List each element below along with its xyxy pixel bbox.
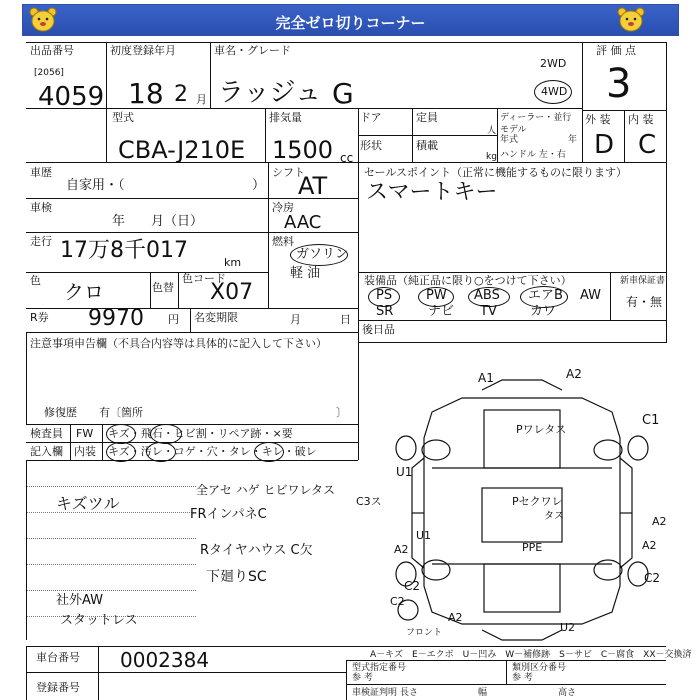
lot-no-label: 出品番号 <box>30 44 74 57</box>
car-grade-label: 車名・グレード <box>214 44 291 57</box>
lot-no-value: 4059 <box>38 82 105 112</box>
history-value: 自家用・（ <box>66 178 125 193</box>
fuel-diesel: 軽 油 <box>290 266 321 281</box>
color-code-label: 色コード <box>182 272 226 285</box>
equip-aw: AW <box>580 288 602 303</box>
note-left-1: キズツル <box>56 494 120 513</box>
bear-mascot-left-icon <box>28 6 58 34</box>
rating-value: 3 <box>606 61 632 107</box>
rating-label: 評 価 点 <box>596 44 636 57</box>
fuel-value: ガソリン <box>296 247 349 262</box>
day-unit: 日 <box>340 313 351 326</box>
equip-kawa: カワ <box>530 304 557 319</box>
history-label: 車歴 <box>30 166 52 179</box>
model-code-no: [2056] <box>34 68 64 78</box>
load-label: 積載 <box>416 139 438 152</box>
int-tare-circle <box>254 442 284 462</box>
note-left-2: 社外AW <box>56 593 104 608</box>
notes-label: 注意事項申告欄（不具合内容等は具体的に記入して下さい） <box>30 337 327 350</box>
interior-row-label: 内装 <box>74 445 96 458</box>
displacement-label: 排気量 <box>269 111 302 124</box>
shape-label: 形状 <box>360 139 382 152</box>
km-unit: km <box>224 256 242 269</box>
color-label: 色 <box>30 274 41 287</box>
history-close: ） <box>252 178 266 193</box>
shift-value: AT <box>298 172 328 200</box>
class-cert-label: 類別区分番号 <box>512 663 567 673</box>
diag-mark-3: C1 <box>642 413 660 428</box>
diag-mark-14: U1 <box>416 529 432 542</box>
recycle-label: R券 <box>30 311 49 324</box>
diag-mark-16: C2 <box>390 595 405 608</box>
first-reg-year: 18 <box>128 77 164 110</box>
width-label: 幅 <box>478 688 488 698</box>
paint-label: 色替 <box>152 281 174 294</box>
cc-unit: cc <box>340 151 354 165</box>
equip-ps: PS <box>376 288 393 303</box>
handle-label: ハンドル 左・右 <box>500 150 566 160</box>
ref-label-1: 参 考 <box>352 673 373 683</box>
note-mid-2: FRインパネC <box>190 507 267 522</box>
dealer-label: ディーラー・並行 <box>500 113 572 123</box>
diag-mark-2: A2 <box>566 367 582 381</box>
load-unit: kg <box>486 152 497 162</box>
fw-tobiishi-circle <box>150 424 182 444</box>
fw-kizu-circle <box>106 424 136 444</box>
warranty-label: 新車保証書 <box>620 276 666 286</box>
car-name-value: ラッジュ <box>218 78 321 108</box>
shift-label: シフト <box>272 166 305 179</box>
reg-no-label: 登録番号 <box>36 681 80 694</box>
chassis-no-value: 0002384 <box>120 648 210 672</box>
equip-sr: SR <box>376 304 394 319</box>
repair-label: 修復歴 有〔箇所 <box>44 406 143 419</box>
equip-abs: ABS <box>474 288 500 303</box>
inspector-label: 検査員 <box>30 427 63 440</box>
diag-mark-11: C2 <box>644 571 661 585</box>
drive-4wd-label: 4WD <box>541 85 568 98</box>
diag-mark-7: PPE <box>522 541 543 554</box>
diag-mark-4: U1 <box>396 465 413 479</box>
mileage-value: 17万8千017 <box>60 238 188 263</box>
diag-mark-15: A2 <box>394 543 409 556</box>
capacity-unit: 人 <box>487 126 497 136</box>
int-kizu-circle <box>106 442 136 462</box>
diag-mark-9: A2 <box>642 539 657 552</box>
type-code-value: CBA-J210E <box>118 136 246 164</box>
diag-mark-8: A2 <box>652 515 667 528</box>
int-grade-value: C <box>638 130 657 160</box>
diag-mark-12: U2 <box>560 621 576 634</box>
equip-ps-circle <box>368 287 400 307</box>
sales-point-value: スマートキー <box>366 180 498 205</box>
note-mid-1: 全アセ ハゲ ヒビワレタス <box>196 483 336 497</box>
first-reg-month-unit: 月 <box>196 93 207 106</box>
grade-value: G <box>332 77 354 110</box>
diag-mark-13: A2 <box>448 611 463 624</box>
aircon-value: AAC <box>284 212 322 233</box>
equip-pw-circle <box>418 287 454 307</box>
equip-tv: TV <box>480 304 497 319</box>
first-reg-month: 2 <box>174 82 188 107</box>
diag-mark-6b: タス <box>544 511 564 522</box>
equipment-label: 装備品（純正品に限り○をつけて下さい） <box>364 274 572 287</box>
diag-mark-5: Pワレタス <box>516 423 567 436</box>
exterior-label: 外 装 <box>585 113 611 126</box>
height-label: 高さ <box>558 688 577 698</box>
diag-mark-10: C2 <box>404 579 421 593</box>
bear-mascot-right-icon <box>616 6 646 34</box>
entry-label: 記入欄 <box>30 445 63 458</box>
mileage-label: 走行 <box>30 235 52 248</box>
reg-cert-label: 車検証判明 <box>352 688 398 698</box>
equip-abs-circle <box>468 287 510 307</box>
header-bar <box>22 4 679 36</box>
model-year-label-2: 年式 <box>500 135 519 145</box>
fuel-label: 燃料 <box>272 235 294 248</box>
inspection-value: 年 月（日） <box>112 214 204 229</box>
aircon-label: 冷房 <box>272 201 294 214</box>
note-left-3: スタットレス <box>60 613 138 628</box>
interior-items: キズ・汚レ・コゲ・穴・タレ・キレ・破レ <box>108 445 317 458</box>
equip-airbag-circle <box>520 286 568 308</box>
sales-points-label: セールスポイント（正常に機能するものに限ります） <box>364 166 628 179</box>
ref-label-2: 参 考 <box>512 673 533 683</box>
install-label: 後日品 <box>362 323 395 336</box>
diag-mark-1: A1 <box>478 371 494 385</box>
month-unit-2: 月 <box>290 313 301 326</box>
model-year-label: モデル <box>500 125 527 135</box>
chassis-no-label: 車台番号 <box>36 651 80 664</box>
equip-airbag: エアB <box>528 288 563 303</box>
drive-4wd-circle <box>534 80 572 104</box>
fw-label: FW <box>76 427 94 440</box>
diag-mark-6: Pセクワレ <box>512 495 563 508</box>
yen-unit: 円 <box>168 313 179 326</box>
capacity-label: 定員 <box>416 111 438 124</box>
length-label: 長さ <box>400 688 419 698</box>
fuel-gasoline-circle <box>290 244 348 266</box>
note-mid-4: 下廻りSC <box>206 569 267 585</box>
type-label: 型式 <box>112 111 134 124</box>
color-code-value: X07 <box>210 280 254 305</box>
first-reg-label: 初度登録年月 <box>110 44 176 57</box>
repair-close: 〕 <box>336 406 347 419</box>
front-label: フロント <box>406 628 443 638</box>
header-title: 完全ゼロ切りコーナー <box>275 14 426 32</box>
inspection-label: 車検 <box>30 201 52 214</box>
note-mid-1b: C3ス <box>356 495 382 508</box>
type-cert-label: 型式指定番号 <box>352 663 407 673</box>
interior-label: 内 装 <box>628 113 654 126</box>
int-yogore-circle <box>146 442 176 462</box>
note-mid-3: Rタイヤハウス C欠 <box>200 543 313 558</box>
recycle-value: 9970 <box>88 306 144 331</box>
equip-navi: ナビ <box>428 304 455 319</box>
color-value: クロ <box>64 280 104 304</box>
fw-items: キズ・飛石・ヒビ割・リペア跡・×要 <box>108 427 293 440</box>
displacement-value: 1500 <box>272 136 334 164</box>
year-unit: 年 <box>568 135 578 145</box>
equip-pw: PW <box>426 288 447 303</box>
name-deadline-label: 名変期限 <box>194 311 238 324</box>
drive-2wd-label: 2WD <box>540 57 567 70</box>
legend: A－キズ E－エクボ U－凹み W－補修跡 S－サビ C－腐食 XX－交換済 <box>370 650 692 660</box>
warranty-value: 有・無 <box>626 295 663 309</box>
ext-grade-value: D <box>594 130 615 160</box>
door-label: ドア <box>360 111 382 124</box>
